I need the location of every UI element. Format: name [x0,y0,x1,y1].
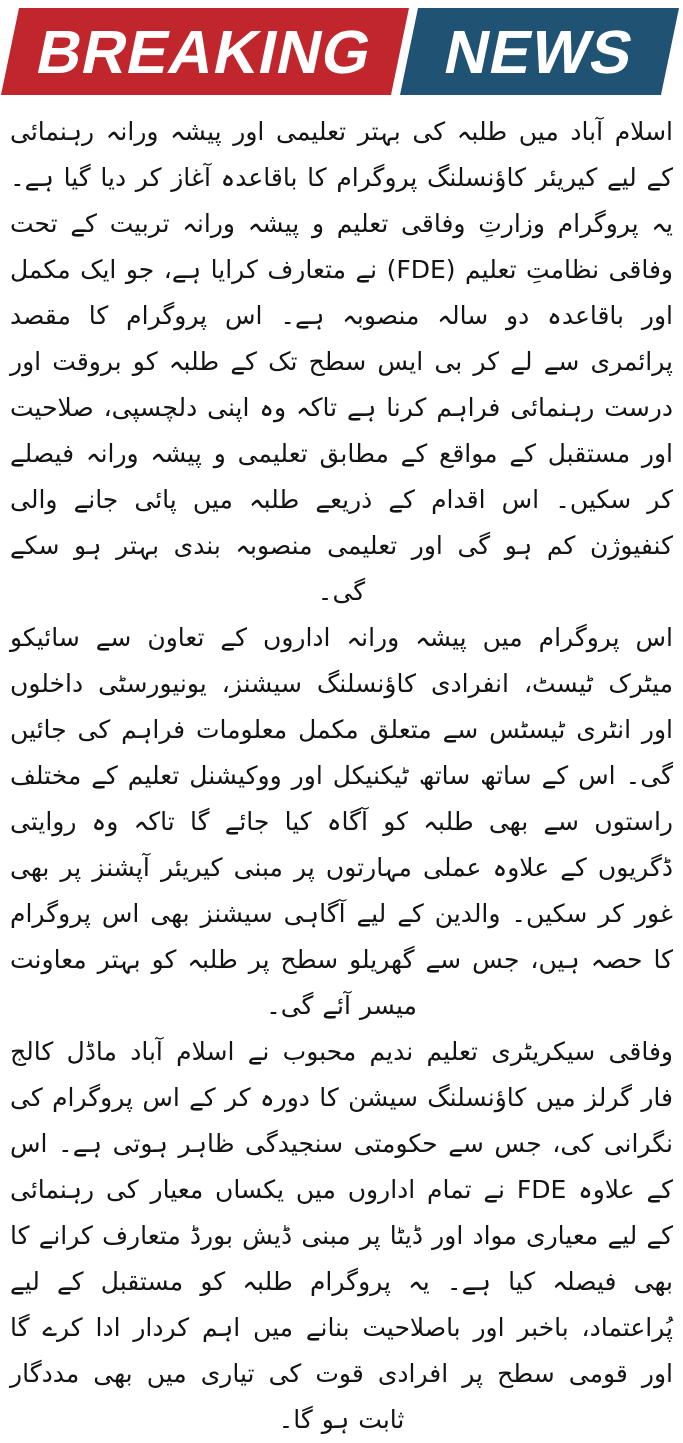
breaking-text: BREAKING [31,17,379,86]
news-label [400,8,679,95]
article-paragraph-2: اس پروگرام میں پیشہ ورانہ اداروں کے تعاون سے سائیکو میٹرک ٹیسٹ، انفرادی کاؤنسلنگ سیشنز، یونیورسٹی داخلوں اور انٹری ٹیسٹس سے متعلق مکمل معلومات فراہم کی جائیں گی۔ اس کے ساتھ ساتھ ٹیکنیکل اور ووکیشنل تعلیم کے مختلف راستوں سے بھی طلبہ کو آگاہ کیا جائے گا تاکہ وہ روایتی ڈگریوں کے علاوہ عملی مہارتوں پر مبنی کیریئر آپشنز پر بھی غور کر سکیں۔ والدین کے لیے آگاہی سیشنز بھی اس پروگرام کا حصہ ہیں، جس سے گھریلو سطح پر طلبہ کو بہتر معاونت میسر آئے گی۔ [10,623,673,1020]
article-paragraph-3: وفاقی سیکریٹری تعلیم ندیم محبوب نے اسلام آباد ماڈل کالج فار گرلز میں کاؤنسلنگ سیشن کا دورہ کر کے اس پروگرام کی نگرانی کی، جس سے حکومتی سنجیدگی ظاہر ہوتی ہے۔ اس کے علاوہ FDE نے تمام اداروں میں یکساں معیار کی رہنمائی کے لیے معیاری مواد اور ڈیٹا پر مبنی ڈیش بورڈ متعارف کرانے کا بھی فیصلہ کیا ہے۔ یہ پروگرام طلبہ کو مستقبل کے لیے پُراعتماد، باخبر اور باصلاحیت بنانے میں اہم کردار ادا کرے گا اور قومی سطح پر افرادی قوت کی تیاری میں بھی مددگار ثابت ہو گا۔ [10,1037,674,1434]
page [0,8,683,1434]
article-paragraph-1: اسلام آباد میں طلبہ کی بہتر تعلیمی اور پیشہ ورانہ رہنمائی کے لیے کیریئر کاؤنسلنگ پروگرام کا باقاعدہ آغاز کر دیا گیا ہے۔ یہ پروگرام وزارتِ وفاقی تعلیم و پیشہ ورانہ تربیت کے تحت وفاقی نظامتِ تعلیم (FDE) نے متعارف کرایا ہے، جو ایک مکمل اور باقاعدہ دو سالہ منصوبہ ہے۔ اس پروگرام کا مقصد پرائمری سے لے کر بی ایس سطح تک کے طلبہ کو بروقت اور درست رہنمائی فراہم کرنا ہے تاکہ وہ اپنی دلچسپی، صلاحیت اور مستقبل کے مواقع کے مطابق تعلیمی و پیشہ ورانہ فیصلے کر سکیں۔ اس اقدام کے ذریعے طلبہ میں پائی جانے والی کنفیوژن کم ہو گی اور تعلیمی منصوبہ بندی بہتر ہو سکے گی۔ [10,117,673,606]
breaking-label [1,8,409,95]
news-article [0,109,683,1443]
breaking-news-banner [0,8,683,95]
banner-shape [1,8,679,95]
news-text: NEWS [438,17,641,86]
